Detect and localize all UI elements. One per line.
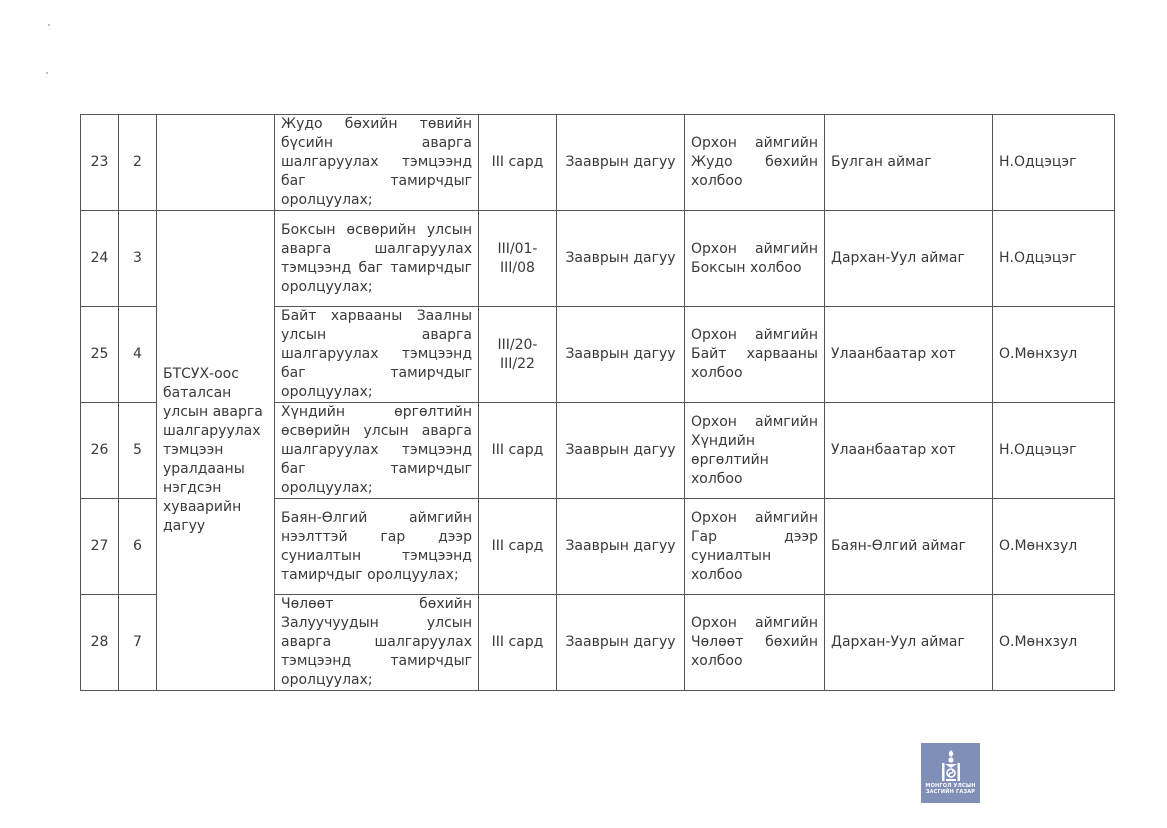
event-description: Чөлөөт бөхийн Залуучуудын улсын аварга шалгаруулах тэмцээнд тамирчдыг оролцуулах;	[275, 595, 479, 691]
scan-artifact	[46, 72, 48, 74]
event-description: Баян-Өлгий аймгийн нээлттэй гар дээр суниалтын тэмцээнд тамирчдыг оролцуулах;	[275, 499, 479, 595]
emblem-caption-line2: ЗАСГИЙН ГАЗАР	[925, 789, 976, 795]
event-date: III сард	[479, 499, 557, 595]
soyombo-icon	[939, 749, 963, 783]
budget-note: Зааврын дагуу	[557, 307, 685, 403]
group-label: БТСУХ-оос баталсан улсын аварга шалгаруулах тэмцээн уралдааны нэгдсэн хуваарийн дагуу	[157, 211, 275, 691]
budget-note: Зааврын дагуу	[557, 499, 685, 595]
event-date: III сард	[479, 595, 557, 691]
responsible-person: О.Мөнхзул	[993, 595, 1115, 691]
row-sub-number: 4	[119, 307, 157, 403]
location: Улаанбаатар хот	[825, 307, 993, 403]
budget-note: Зааврын дагуу	[557, 403, 685, 499]
emblem-caption-line1: МОНГОЛ УЛСЫН	[925, 783, 976, 789]
row-number: 26	[81, 403, 119, 499]
location: Дархан-Уул аймаг	[825, 211, 993, 307]
event-date: III/20-III/22	[479, 307, 557, 403]
row-number: 25	[81, 307, 119, 403]
row-sub-number: 7	[119, 595, 157, 691]
empty-cell	[157, 115, 275, 211]
schedule-table	[80, 114, 1115, 691]
row-sub-number: 3	[119, 211, 157, 307]
row-sub-number: 2	[119, 115, 157, 211]
responsible-person: О.Мөнхзул	[993, 499, 1115, 595]
organizer: Орхон аймгийн Байт харвааны холбоо	[685, 307, 825, 403]
table-row	[81, 211, 1115, 307]
budget-note: Зааврын дагуу	[557, 595, 685, 691]
row-sub-number: 5	[119, 403, 157, 499]
organizer: Орхон аймгийн Хүндийн өргөлтийн холбоо	[685, 403, 825, 499]
responsible-person: Н.Одцэцэг	[993, 403, 1115, 499]
row-number: 24	[81, 211, 119, 307]
event-date: III сард	[479, 403, 557, 499]
event-description: Боксын өсвөрийн улсын аварга шалгаруулах тэмцээнд баг тамирчдыг оролцуулах;	[275, 211, 479, 307]
row-number: 23	[81, 115, 119, 211]
location: Дархан-Уул аймаг	[825, 595, 993, 691]
row-number: 28	[81, 595, 119, 691]
responsible-person: О.Мөнхзул	[993, 307, 1115, 403]
event-description: Хүндийн өргөлтийн өсвөрийн улсын аварга шалгаруулах тэмцээнд баг тамирчдыг оролцуулах;	[275, 403, 479, 499]
location: Улаанбаатар хот	[825, 403, 993, 499]
organizer: Орхон аймгийн Боксын холбоо	[685, 211, 825, 307]
event-description: Байт харвааны Заалны улсын аварга шалгаруулах тэмцээнд баг тамирчдыг оролцуулах;	[275, 307, 479, 403]
location: Булган аймаг	[825, 115, 993, 211]
location: Баян-Өлгий аймаг	[825, 499, 993, 595]
event-description: Жудо бөхийн төвийн бүсийн аварга шалгаруулах тэмцээнд баг тамирчдыг оролцуулах;	[275, 115, 479, 211]
organizer: Орхон аймгийн Гар дээр суниалтын холбоо	[685, 499, 825, 595]
table-row	[81, 115, 1115, 211]
organizer: Орхон аймгийн Чөлөөт бөхийн холбоо	[685, 595, 825, 691]
responsible-person: Н.Одцэцэг	[993, 211, 1115, 307]
event-date: III сард	[479, 115, 557, 211]
row-number: 27	[81, 499, 119, 595]
budget-note: Зааврын дагуу	[557, 115, 685, 211]
organizer: Орхон аймгийн Жудо бөхийн холбоо	[685, 115, 825, 211]
event-date: III/01-III/08	[479, 211, 557, 307]
scan-artifact	[48, 24, 50, 26]
row-sub-number: 6	[119, 499, 157, 595]
budget-note: Зааврын дагуу	[557, 211, 685, 307]
responsible-person: Н.Одцэцэг	[993, 115, 1115, 211]
government-emblem	[921, 743, 980, 803]
